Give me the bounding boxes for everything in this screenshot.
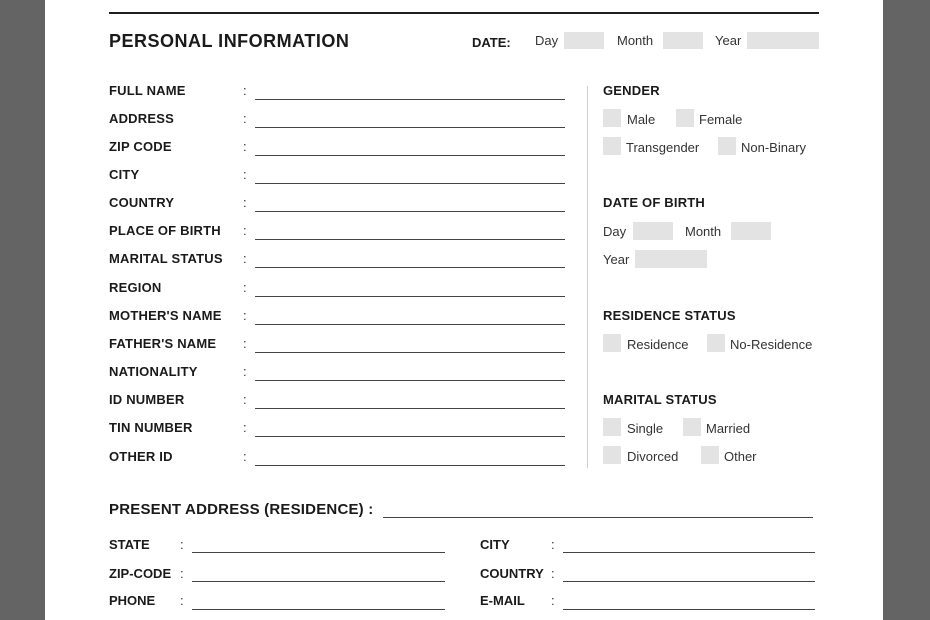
field-label: PLACE OF BIRTH bbox=[109, 223, 221, 238]
field-label: MOTHER'S NAME bbox=[109, 308, 222, 323]
gender-heading: GENDER bbox=[603, 83, 660, 98]
mothers-name-input[interactable] bbox=[255, 324, 565, 325]
field-colon: : bbox=[243, 167, 247, 182]
other-id-input[interactable] bbox=[255, 465, 565, 466]
field-label: OTHER ID bbox=[109, 449, 173, 464]
field-colon: : bbox=[243, 392, 247, 407]
field-colon: : bbox=[243, 280, 247, 295]
dob-heading: DATE OF BIRTH bbox=[603, 195, 706, 210]
city-address-input[interactable] bbox=[563, 552, 815, 553]
city-input[interactable] bbox=[255, 183, 565, 184]
date-year-input[interactable] bbox=[747, 32, 819, 49]
field-colon: : bbox=[243, 308, 247, 323]
field-label: CITY bbox=[109, 167, 140, 182]
date-month-label: Month bbox=[617, 33, 654, 48]
field-colon: : bbox=[243, 420, 247, 435]
place-of-birth-input[interactable] bbox=[255, 239, 565, 240]
phone-input[interactable] bbox=[192, 609, 445, 610]
form-page: PERSONAL INFORMATION DATE: Day Month Year FULL NAME : ADDRESS : ZIP CODE : CITY : COUNTRY : PLACE OF BIRTH : MARITAL STATUS : REGION : MOTHER'S NAME : FATHER'S NAME : NATIONALITY : ID NUMBER : TIN NUMBER : OTHER ID : GENDER Male Female Transgender Non-Binary DATE OF BIRTH Day Month Year RESIDENCE STATUS Residence No-Residence MARITAL STATUS Single Married Divorced Other PRESENT ADDRESS (RESIDENCE) : STATE : ZIP-CODE : PHONE : CITY : COUNTRY : E-MAIL : bbox=[45, 0, 883, 620]
marital-status-input[interactable] bbox=[255, 267, 565, 268]
field-colon: : bbox=[243, 139, 247, 154]
top-rule-divider bbox=[109, 12, 819, 14]
dob-day-input[interactable] bbox=[633, 222, 673, 240]
checkbox[interactable] bbox=[676, 109, 694, 127]
checkbox[interactable] bbox=[603, 137, 621, 155]
checkbox[interactable] bbox=[603, 109, 621, 127]
dob-month-label: Month bbox=[685, 224, 722, 239]
email-input[interactable] bbox=[563, 609, 815, 610]
residence-status-heading: RESIDENCE STATUS bbox=[603, 308, 736, 323]
field-label: ID NUMBER bbox=[109, 392, 185, 407]
zip-code-address-input[interactable] bbox=[192, 581, 445, 582]
field-label: REGION bbox=[109, 280, 162, 295]
field-label: FULL NAME bbox=[109, 83, 186, 98]
id-number-input[interactable] bbox=[255, 408, 565, 409]
address-input[interactable] bbox=[255, 127, 565, 128]
column-divider bbox=[587, 86, 588, 468]
dob-year-input[interactable] bbox=[635, 250, 707, 268]
field-label: FATHER'S NAME bbox=[109, 336, 217, 351]
present-address-title: PRESENT ADDRESS (RESIDENCE) : bbox=[109, 501, 374, 518]
checkbox[interactable] bbox=[701, 446, 719, 464]
marital-status-heading: MARITAL STATUS bbox=[603, 392, 717, 407]
checkbox[interactable] bbox=[718, 137, 736, 155]
field-colon: : bbox=[243, 195, 247, 210]
field-colon: : bbox=[243, 336, 247, 351]
date-label: DATE: bbox=[472, 35, 511, 50]
field-colon: : bbox=[243, 364, 247, 379]
form-title: PERSONAL INFORMATION bbox=[109, 31, 350, 51]
field-colon: : bbox=[243, 111, 247, 126]
fathers-name-input[interactable] bbox=[255, 352, 565, 353]
present-address-input[interactable] bbox=[383, 517, 813, 518]
field-label: ZIP CODE bbox=[109, 139, 172, 154]
tin-number-input[interactable] bbox=[255, 436, 565, 437]
date-year-label: Year bbox=[715, 33, 742, 48]
date-day-label: Day bbox=[535, 33, 559, 48]
checkbox[interactable] bbox=[603, 334, 621, 352]
checkbox[interactable] bbox=[603, 446, 621, 464]
country-address-input[interactable] bbox=[563, 581, 815, 582]
state-input[interactable] bbox=[192, 552, 445, 553]
field-label: NATIONALITY bbox=[109, 364, 198, 379]
field-colon: : bbox=[243, 223, 247, 238]
date-day-input[interactable] bbox=[564, 32, 604, 49]
country-input[interactable] bbox=[255, 211, 565, 212]
region-input[interactable] bbox=[255, 296, 565, 297]
dob-day-label: Day bbox=[603, 224, 627, 239]
field-label: TIN NUMBER bbox=[109, 420, 193, 435]
full-name-input[interactable] bbox=[255, 99, 565, 100]
field-label: ADDRESS bbox=[109, 111, 174, 126]
dob-year-label: Year bbox=[603, 252, 630, 267]
field-label: MARITAL STATUS bbox=[109, 251, 223, 266]
checkbox[interactable] bbox=[683, 418, 701, 436]
field-label: COUNTRY bbox=[109, 195, 175, 210]
field-colon: : bbox=[243, 251, 247, 266]
field-colon: : bbox=[243, 449, 247, 464]
dob-month-input[interactable] bbox=[731, 222, 771, 240]
field-colon: : bbox=[243, 83, 247, 98]
checkbox[interactable] bbox=[707, 334, 725, 352]
checkbox[interactable] bbox=[603, 418, 621, 436]
nationality-input[interactable] bbox=[255, 380, 565, 381]
date-month-input[interactable] bbox=[663, 32, 703, 49]
zip-code-input[interactable] bbox=[255, 155, 565, 156]
